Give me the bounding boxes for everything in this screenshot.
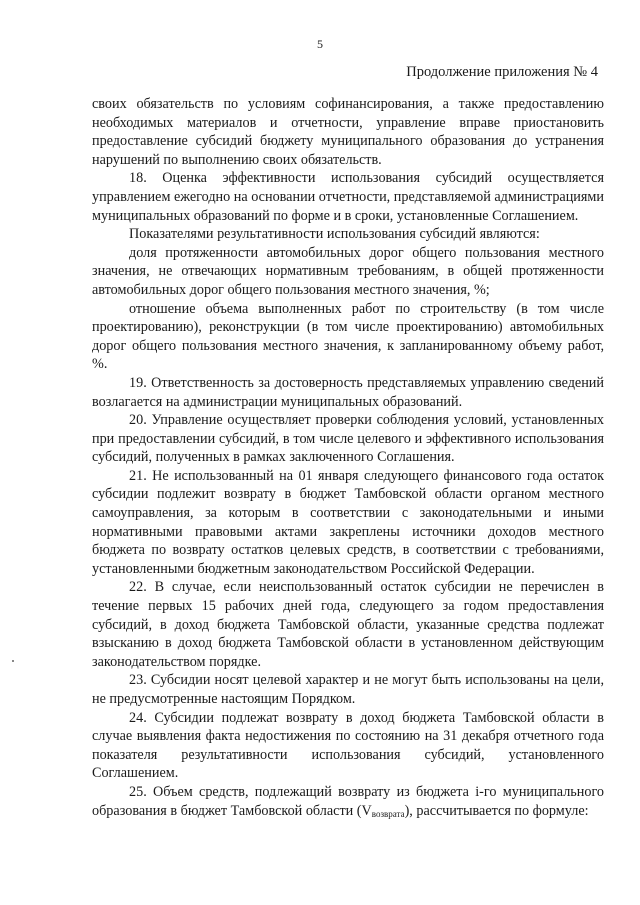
paragraph: 19. Ответственность за достоверность представляемых управлению сведений возлагается на администрации муниципальных образований. bbox=[92, 374, 604, 410]
paragraph-text-tail: ), рассчитывается по формуле: bbox=[404, 802, 589, 819]
paragraph: 23. Субсидии носят целевой характер и не могут быть использованы на цели, не предусмотренные настоящим Порядком. bbox=[92, 672, 604, 707]
paragraph-formula-intro bbox=[92, 783, 604, 823]
paragraph-text: 25. Объем средств, подлежащий возврату из бюджета i-го муниципального образования в бюджет Тамбовской области (V bbox=[92, 783, 604, 819]
scan-mark bbox=[12, 660, 14, 662]
paragraph: 20. Управление осуществляет проверки соблюдения условий, установленных при предоставлении субсидий, в том числе целевого и эффективного использования субсидий, полученных в рамках заключенного Соглашения. bbox=[92, 412, 604, 466]
paragraph: Показателями результативности использования субсидий являются: bbox=[129, 226, 540, 243]
paragraph: доля протяженности автомобильных дорог общего пользования местного значения, не отвечающих нормативным требованиям, в общей протяженности автомобильных дорог общего пользования местного значения, %; bbox=[92, 244, 604, 298]
subscript-label: возврата bbox=[371, 808, 405, 819]
page-number: 5 bbox=[317, 37, 323, 51]
appendix-continuation-note: Продолжение приложения № 4 bbox=[406, 64, 598, 80]
document-body bbox=[92, 95, 604, 823]
paragraph: 18. Оценка эффективности использования субсидий осуществляется управлением ежегодно на основании отчетности, представляемой администрациями муниципальных образований по форме и в сроки, установленные Соглашением. bbox=[92, 170, 604, 224]
paragraph: 22. В случае, если неиспользованный остаток субсидии не перечислен в течение первых 15 рабочих дней года, следующего за годом предоставления субсидий, в доход бюджета Тамбовской области, указанные средства подлежат взысканию в доход бюджета Тамбовской области в установленном действующим законодательством порядке. bbox=[92, 579, 604, 670]
paragraph: 24. Субсидии подлежат возврату в доход бюджета Тамбовской области в случае выявления факта недостижения по состоянию на 31 декабря отчетного года показателя результативности использования субсидий, установленного Соглашением. bbox=[92, 709, 604, 782]
paragraph: своих обязательств по условиям софинансирования, а также предоставлению необходимых материалов и отчетности, управление вправе приостановить предоставление субсидий бюджету муниципального образования до устранения нарушений по выполнению своих обязательств. bbox=[92, 96, 604, 168]
paragraph: отношение объема выполненных работ по строительству (в том числе проектированию), реконструкции (в том числе проектированию) автомобильных дорог общего пользования местного значения, к запланированному объему работ, %. bbox=[92, 300, 604, 373]
paragraph: 21. Не использованный на 01 января следующего финансового года остаток субсидии подлежит возврату в бюджет Тамбовской области органом местного самоуправления, за которым в соответствии с законодательными и иными нормативными правовыми актами закреплены источники доходов местного бюджета по возврату остатков целевых средств, в соответствии с требованиями, установленными бюджетным законодательством Российской Федерации. bbox=[92, 467, 604, 577]
